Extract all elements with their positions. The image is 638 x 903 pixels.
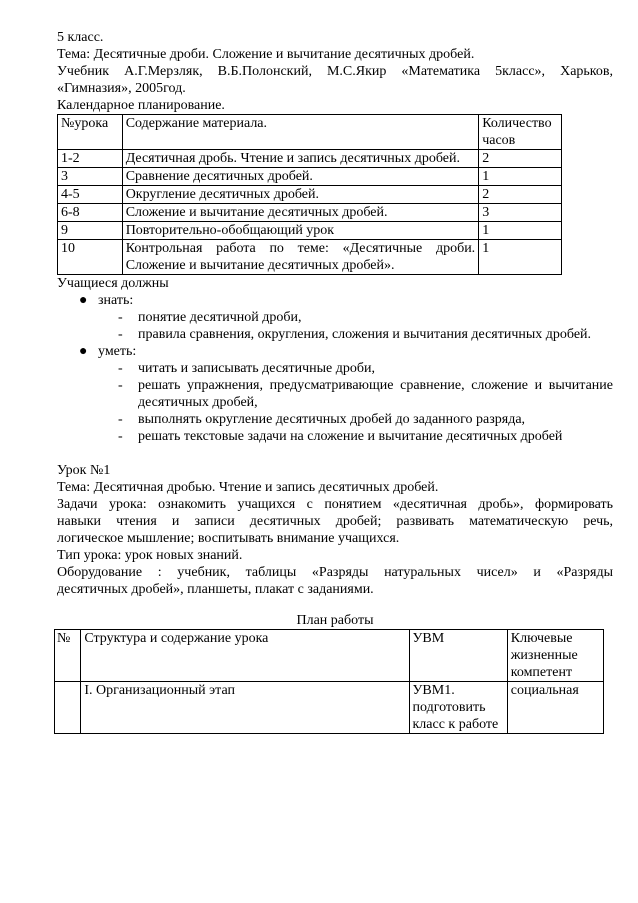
dash-icon: - — [118, 310, 123, 325]
cell-num: 10 — [58, 240, 123, 275]
dash-icon: - — [118, 361, 123, 376]
know-label: знать: — [98, 293, 134, 308]
grade-line: 5 класс. — [57, 30, 104, 45]
list-item: - выполнять округление десятичных дробей до заданного разряда, — [118, 412, 526, 427]
lesson-topic: Тема: Десятичная дробью. Чтение и запись десятичных дробей. — [57, 480, 439, 495]
dash-icon: - — [118, 327, 123, 342]
cell-hours: 2 — [479, 186, 562, 204]
lesson-title: Урок №1 — [57, 463, 111, 478]
textbook-line: Учебник А.Г.Мерзляк, В.Б.Полонский, М.С.Якир «Математика 5класс», Харьков, — [57, 64, 613, 79]
table-row — [58, 204, 562, 222]
plan-title: План работы — [296, 613, 374, 628]
calendar-title: Календарное планирование. — [57, 98, 225, 113]
header-uvm: УВМ — [409, 630, 507, 682]
cell-competence: социальная — [507, 682, 603, 734]
cell-num: 6-8 — [58, 204, 123, 222]
cell-content: Повторительно-обобщающий урок — [122, 222, 479, 240]
cell-content: Округление десятичных дробей. — [122, 186, 479, 204]
table-row — [58, 150, 562, 168]
cell-hours: 2 — [479, 150, 562, 168]
table-header-row — [58, 115, 562, 150]
header-content: Содержание материала. — [122, 115, 479, 150]
header-lesson-num: №урока — [58, 115, 123, 150]
know-item — [57, 292, 613, 343]
cell-content: Сложение и вычитание десятичных дробей. — [122, 204, 479, 222]
calendar-table — [57, 114, 562, 275]
cell-hours: 1 — [479, 240, 562, 275]
table-row — [55, 682, 604, 734]
cell-num — [55, 682, 81, 734]
dash-icon: - — [118, 378, 123, 393]
cell-uvm: УВМ1. подготовить класс к работе — [409, 682, 507, 734]
cell-num: 1-2 — [58, 150, 123, 168]
lesson-type: Тип урока: урок новых знаний. — [57, 548, 243, 563]
table-row — [58, 240, 562, 275]
lesson-equipment: Оборудование : учебник, таблицы «Разряды натуральных чисел» и «Разряды — [57, 565, 613, 580]
list-item: - читать и записывать десятичные дроби, — [118, 361, 375, 376]
list-item: - решать текстовые задачи на сложение и вычитание десятичных дробей — [118, 429, 563, 444]
table-row — [58, 168, 562, 186]
can-list — [57, 360, 613, 445]
know-list — [57, 309, 613, 343]
list-item: - решать упражнения, предусматривающие сравнение, сложение и вычитание десятичных дробей, — [118, 378, 613, 410]
lesson-tasks-3: логическое мышление; воспитывать внимание учащихся. — [57, 531, 400, 546]
plan-table — [54, 629, 604, 734]
cell-hours: 1 — [479, 222, 562, 240]
topic-line: Тема: Десятичные дроби. Сложение и вычитание десятичных дробей. — [57, 47, 475, 62]
document-page — [57, 29, 613, 734]
list-item: - правила сравнения, округления, сложения и вычитания десятичных дробей. — [118, 327, 592, 342]
cell-content: Десятичная дробь. Чтение и запись десятичных дробей. — [122, 150, 479, 168]
cell-num: 4-5 — [58, 186, 123, 204]
list-item: - понятие десятичной дроби, — [118, 310, 302, 325]
table-header-row — [55, 630, 604, 682]
can-item — [57, 343, 613, 445]
header-competence: Ключевые жизненные компетент — [507, 630, 603, 682]
cell-content: Контрольная работа по теме: «Десятичные дроби. Сложение и вычитание десятичных дробей». — [122, 240, 479, 275]
header-structure: Структура и содержание урока — [81, 630, 409, 682]
textbook-line-2: «Гимназия», 2005год. — [57, 81, 186, 96]
requirements-intro: Учащиеся должны — [57, 276, 169, 291]
header-hours: Количество часов — [479, 115, 562, 150]
cell-hours: 1 — [479, 168, 562, 186]
cell-hours: 3 — [479, 204, 562, 222]
dash-icon: - — [118, 412, 123, 427]
can-label: уметь: — [98, 344, 137, 359]
cell-num: 3 — [58, 168, 123, 186]
bullet-icon: ● — [79, 293, 88, 308]
header-num: № — [55, 630, 81, 682]
cell-content: I. Организационный этап — [81, 682, 409, 734]
cell-num: 9 — [58, 222, 123, 240]
table-row — [58, 222, 562, 240]
lesson-tasks-2: навыки чтения и записи десятичных дробей; развивать математическую речь, — [57, 514, 613, 529]
table-row — [58, 186, 562, 204]
dash-icon: - — [118, 429, 123, 444]
bullet-icon: ● — [79, 344, 88, 359]
cell-content: Сравнение десятичных дробей. — [122, 168, 479, 186]
requirements-list — [57, 292, 613, 445]
lesson-tasks: Задачи урока: ознакомить учащихся с понятием «десятичная дробь», формировать — [57, 497, 613, 512]
lesson-equipment-2: десятичных дробей», планшеты, плакат с заданиями. — [57, 582, 374, 597]
